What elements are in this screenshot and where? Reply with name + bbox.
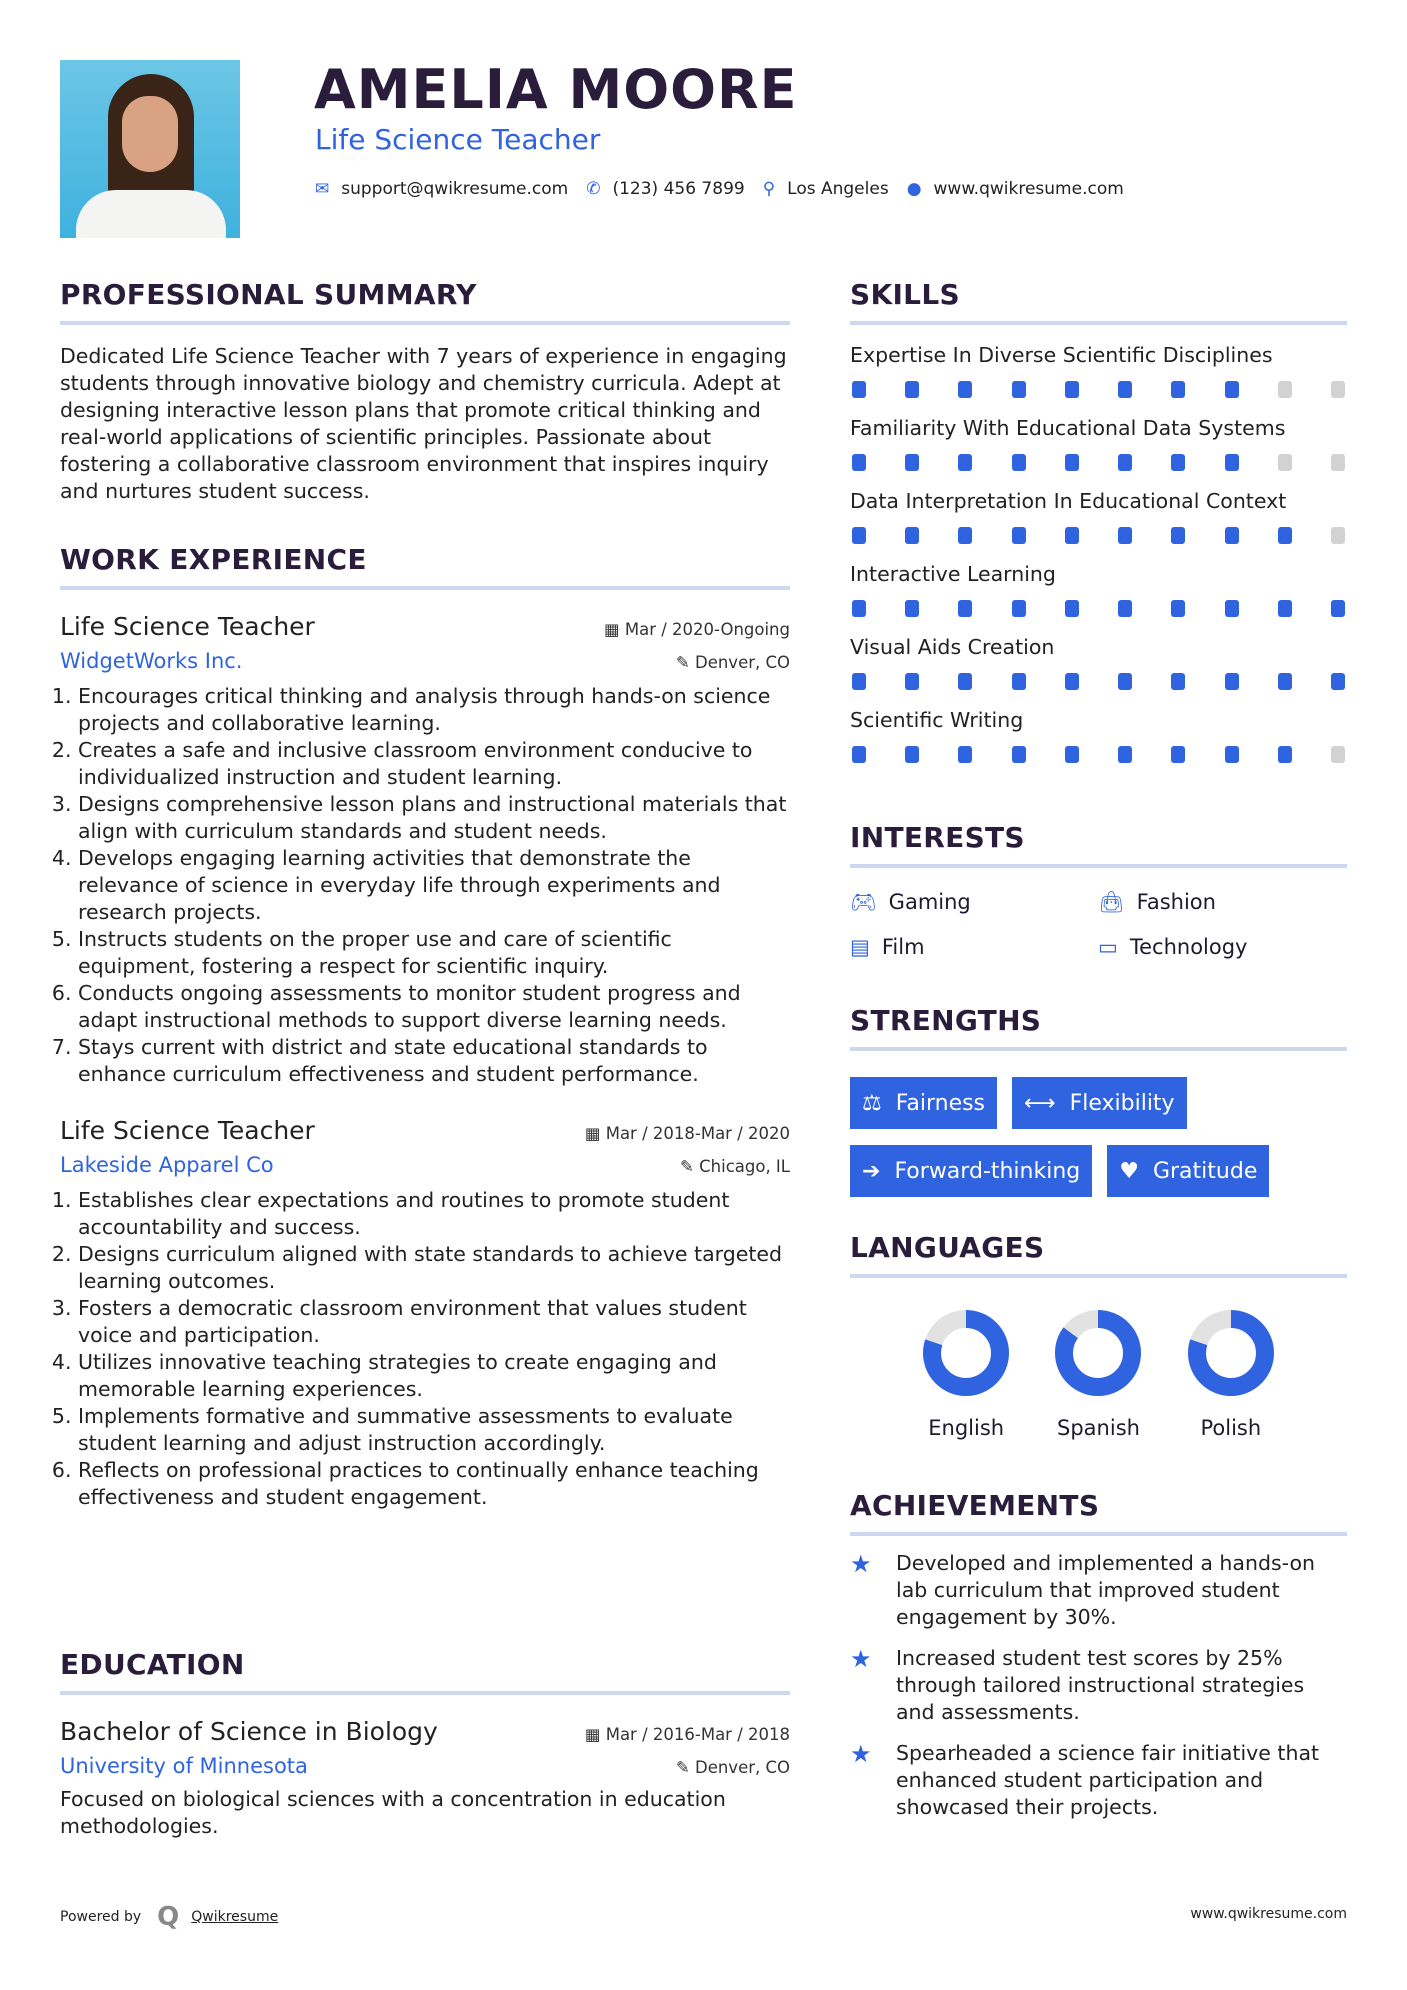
rating-dot: [1171, 600, 1185, 617]
achievements-section: [850, 1489, 1347, 1821]
edu-dates: Mar / 2016-Mar / 2018: [605, 1725, 790, 1744]
film-icon: ▤: [850, 935, 870, 959]
profile-photo: [60, 60, 240, 238]
rating-dot: [1225, 746, 1239, 763]
divider: [850, 864, 1347, 868]
rating-dot: [905, 600, 919, 617]
job-title: Life Science Teacher: [60, 612, 315, 641]
job-bullet: 1. Establishes clear expectations and routines to promote student accountability and success.: [78, 1187, 790, 1241]
divider: [850, 1532, 1347, 1536]
divider: [850, 1047, 1347, 1051]
rating-dot: [1118, 381, 1132, 398]
rating-dot: [1278, 527, 1292, 544]
laptop-icon: ▭: [1098, 935, 1118, 959]
rating-dot: [1012, 381, 1026, 398]
rating-dot: [1012, 527, 1026, 544]
achievement-text: Developed and implemented a hands-on lab curriculum that improved student engagement by 30%.: [896, 1551, 1315, 1629]
rating-dot: [1331, 746, 1345, 763]
job-bullet: 5. Implements formative and summative assessments to evaluate student learning and adjust instruction accordingly.: [78, 1403, 790, 1457]
rating-dot: [1171, 673, 1185, 690]
contact-row: [315, 179, 1142, 199]
job-entry: [60, 612, 790, 1088]
rating-dot: [1171, 381, 1185, 398]
skill-rating: [850, 746, 1347, 763]
summary-text: Dedicated Life Science Teacher with 7 years of experience in engaging students through innovative biology and chemistry curricula. Adept at designing interactive lesson plans that promote critical thinking and real-world applications of scientific principles. Passionate about fostering a collaborative classroom environment that inspires inquiry and nurtures student success.: [60, 344, 787, 503]
email[interactable]: support@qwikresume.com: [341, 179, 569, 199]
rating-dot: [1225, 673, 1239, 690]
strength-badge: ⟷ Flexibility: [1012, 1077, 1187, 1129]
language-name: Spanish: [1057, 1416, 1140, 1440]
rating-dot: [1331, 527, 1345, 544]
rating-dot: [905, 454, 919, 471]
arrows-h-icon: ⟷: [1024, 1090, 1056, 1116]
rating-dot: [1118, 454, 1132, 471]
section-heading: LANGUAGES: [850, 1231, 1045, 1264]
footer-website[interactable]: www.qwikresume.com: [1190, 1906, 1347, 1922]
rating-dot: [1118, 746, 1132, 763]
rating-dot: [1065, 527, 1079, 544]
interest-item: 👜︎ Fashion: [1098, 890, 1216, 914]
skills-section: [850, 278, 1347, 763]
rating-dot: [1278, 746, 1292, 763]
job-bullet: 4. Utilizes innovative teaching strategies to create engaging and memorable learning experiences.: [78, 1349, 790, 1403]
arrow-right-icon: ➔: [862, 1158, 881, 1184]
envelope-icon: ✉: [315, 179, 330, 199]
rating-dot: [1171, 746, 1185, 763]
rating-dot: [1065, 673, 1079, 690]
divider: [60, 586, 790, 590]
language-donut: [1186, 1308, 1276, 1398]
rating-dot: [852, 600, 866, 617]
pin-icon: ✎: [675, 653, 695, 672]
strengths-section: [850, 1004, 1347, 1197]
company: Lakeside Apparel Co: [60, 1153, 274, 1177]
education-section: [60, 1648, 790, 1840]
skill-name: Expertise In Diverse Scientific Disciplines: [850, 343, 1273, 367]
divider: [60, 321, 790, 325]
rating-dot: [1065, 746, 1079, 763]
skill-item: [850, 635, 1347, 690]
candidate-name: AMELIA MOORE: [314, 58, 798, 121]
map-marker-icon: ⚲: [762, 179, 776, 199]
rating-dot: [958, 527, 972, 544]
rating-dot: [1278, 381, 1292, 398]
rating-dot: [905, 527, 919, 544]
rating-dot: [1012, 454, 1026, 471]
brand-link[interactable]: Qwikresume: [191, 1909, 279, 1925]
rating-dot: [905, 746, 919, 763]
achievement-text: Increased student test scores by 25% through tailored instructional strategies and assessments.: [896, 1646, 1305, 1724]
rating-dot: [852, 527, 866, 544]
rating-dot: [1171, 527, 1185, 544]
rating-dot: [958, 381, 972, 398]
rating-dot: [1331, 673, 1345, 690]
interests-section: [850, 821, 1347, 959]
skill-rating: [850, 673, 1347, 690]
rating-dot: [958, 454, 972, 471]
job-bullet: 4. Develops engaging learning activities that demonstrate the relevance of science in everyday life through experiments and research projects.: [78, 845, 790, 926]
language-donut: [1053, 1308, 1143, 1398]
rating-dot: [1118, 600, 1132, 617]
rating-dot: [1278, 454, 1292, 471]
skill-name: Visual Aids Creation: [850, 635, 1055, 659]
phone-icon: ✆: [586, 179, 601, 199]
summary-section: [60, 278, 790, 505]
section-heading: EDUCATION: [60, 1648, 245, 1681]
job-location: Chicago, IL: [699, 1157, 790, 1176]
language-donut: [921, 1308, 1011, 1398]
rating-dot: [1225, 454, 1239, 471]
job-bullet: 1. Encourages critical thinking and analysis through hands-on science projects and collaborative learning.: [78, 683, 790, 737]
rating-dot: [852, 454, 866, 471]
candidate-title: Life Science Teacher: [315, 123, 601, 156]
strength-badge: ♥ Gratitude: [1107, 1145, 1269, 1197]
section-heading: WORK EXPERIENCE: [60, 543, 367, 576]
achievement-text: Spearheaded a science fair initiative that enhanced student participation and showcased their projects.: [896, 1741, 1320, 1819]
rating-dot: [852, 746, 866, 763]
footer-powered: Powered by Q Qwikresume: [60, 1902, 279, 1932]
rating-dot: [958, 673, 972, 690]
skill-name: Data Interpretation In Educational Context: [850, 489, 1287, 513]
interest-item: ▤ Film: [850, 935, 925, 959]
work-section: [60, 543, 790, 1511]
skill-rating: [850, 527, 1347, 544]
skill-item: [850, 416, 1347, 471]
rating-dot: [1225, 381, 1239, 398]
skill-name: Familiarity With Educational Data Systems: [850, 416, 1286, 440]
job-entry: [60, 1116, 790, 1511]
rating-dot: [1012, 600, 1026, 617]
company: WidgetWorks Inc.: [60, 649, 243, 673]
job-title: Life Science Teacher: [60, 1116, 315, 1145]
job-dates: Mar / 2018-Mar / 2020: [605, 1124, 790, 1143]
job-bullet: 6. Conducts ongoing assessments to monitor student progress and adapt instructional methods to support diverse learning needs.: [78, 980, 790, 1034]
section-heading: SKILLS: [850, 278, 960, 311]
achievement-item: [850, 1550, 1347, 1631]
job-bullet: 3. Designs comprehensive lesson plans and instructional materials that align with curriculum standards and student needs.: [78, 791, 790, 845]
job-bullet: 6. Reflects on professional practices to continually enhance teaching effectiveness and student engagement.: [78, 1457, 790, 1511]
gamepad-icon: 🎮︎: [850, 890, 877, 914]
rating-dot: [905, 381, 919, 398]
rating-dot: [1225, 527, 1239, 544]
rating-dot: [905, 673, 919, 690]
qwikresume-logo-icon: Q: [157, 1902, 180, 1932]
star-icon: ★: [850, 1740, 872, 1768]
section-heading: ACHIEVEMENTS: [850, 1489, 1100, 1522]
pin-icon: ✎: [675, 1758, 695, 1777]
calendar-icon: ▦: [584, 1124, 606, 1143]
rating-dot: [1331, 454, 1345, 471]
achievement-item: [850, 1645, 1347, 1726]
star-icon: ★: [850, 1550, 872, 1578]
rating-dot: [1331, 600, 1345, 617]
heart-icon: ♥: [1119, 1158, 1139, 1184]
language-name: Polish: [1200, 1416, 1262, 1440]
languages-section: [850, 1231, 1347, 1440]
interest-item: 🎮︎ Gaming: [850, 890, 971, 914]
rating-dot: [1065, 381, 1079, 398]
website[interactable]: www.qwikresume.com: [933, 179, 1124, 199]
achievement-item: [850, 1740, 1347, 1821]
rating-dot: [1171, 454, 1185, 471]
balance-scale-icon: ⚖: [862, 1090, 882, 1116]
rating-dot: [1278, 600, 1292, 617]
section-heading: INTERESTS: [850, 821, 1025, 854]
edu-location: Denver, CO: [694, 1758, 790, 1777]
section-heading: PROFESSIONAL SUMMARY: [60, 278, 477, 311]
rating-dot: [1118, 673, 1132, 690]
rating-dot: [1065, 600, 1079, 617]
job-dates: Mar / 2020-Ongoing: [624, 620, 790, 639]
star-icon: ★: [850, 1645, 872, 1673]
skill-rating: [850, 381, 1347, 398]
job-bullet: 2. Creates a safe and inclusive classroom environment conducive to individualized instruction and student learning.: [78, 737, 790, 791]
job-location: Denver, CO: [694, 653, 790, 672]
job-bullet: 2. Designs curriculum aligned with state standards to achieve targeted learning outcomes.: [78, 1241, 790, 1295]
pin-icon: ✎: [680, 1157, 700, 1176]
rating-dot: [1065, 454, 1079, 471]
rating-dot: [852, 381, 866, 398]
skill-name: Interactive Learning: [850, 562, 1056, 586]
job-bullet: 7. Stays current with district and state educational standards to enhance curriculum effectiveness and student performance.: [78, 1034, 790, 1088]
language-item: [1200, 1308, 1347, 1440]
interest-item: ▭ Technology: [1098, 935, 1248, 959]
rating-dot: [1225, 600, 1239, 617]
skill-item: [850, 708, 1347, 763]
language-name: English: [928, 1416, 1005, 1440]
degree: Bachelor of Science in Biology: [60, 1717, 438, 1746]
rating-dot: [958, 600, 972, 617]
calendar-icon: ▦: [584, 1725, 606, 1744]
job-bullet: 3. Fosters a democratic classroom environment that values student voice and participation.: [78, 1295, 790, 1349]
rating-dot: [1278, 673, 1292, 690]
skill-item: [850, 489, 1347, 544]
skill-item: [850, 562, 1347, 617]
rating-dot: [958, 746, 972, 763]
school: University of Minnesota: [60, 1754, 308, 1778]
skill-name: Scientific Writing: [850, 708, 1024, 732]
divider: [850, 1274, 1347, 1278]
rating-dot: [1118, 527, 1132, 544]
shopping-bag-icon: 👜︎: [1098, 890, 1125, 914]
divider: [850, 321, 1347, 325]
job-bullet: 5. Instructs students on the proper use and care of scientific equipment, fostering a respect for scientific inquiry.: [78, 926, 790, 980]
strength-badge: ➔ Forward-thinking: [850, 1145, 1092, 1197]
phone: (123) 456 7899: [612, 179, 745, 199]
skill-rating: [850, 454, 1347, 471]
rating-dot: [852, 673, 866, 690]
globe-icon: ●: [906, 179, 922, 199]
skill-item: [850, 343, 1347, 398]
calendar-icon: ▦: [604, 620, 625, 639]
rating-dot: [1012, 673, 1026, 690]
divider: [60, 1691, 790, 1695]
strength-badge: ⚖ Fairness: [850, 1077, 997, 1129]
edu-description: Focused on biological sciences with a concentration in education methodologies.: [60, 1787, 726, 1838]
skill-rating: [850, 600, 1347, 617]
location: Los Angeles: [787, 179, 889, 199]
rating-dot: [1012, 746, 1026, 763]
section-heading: STRENGTHS: [850, 1004, 1042, 1037]
rating-dot: [1331, 381, 1345, 398]
